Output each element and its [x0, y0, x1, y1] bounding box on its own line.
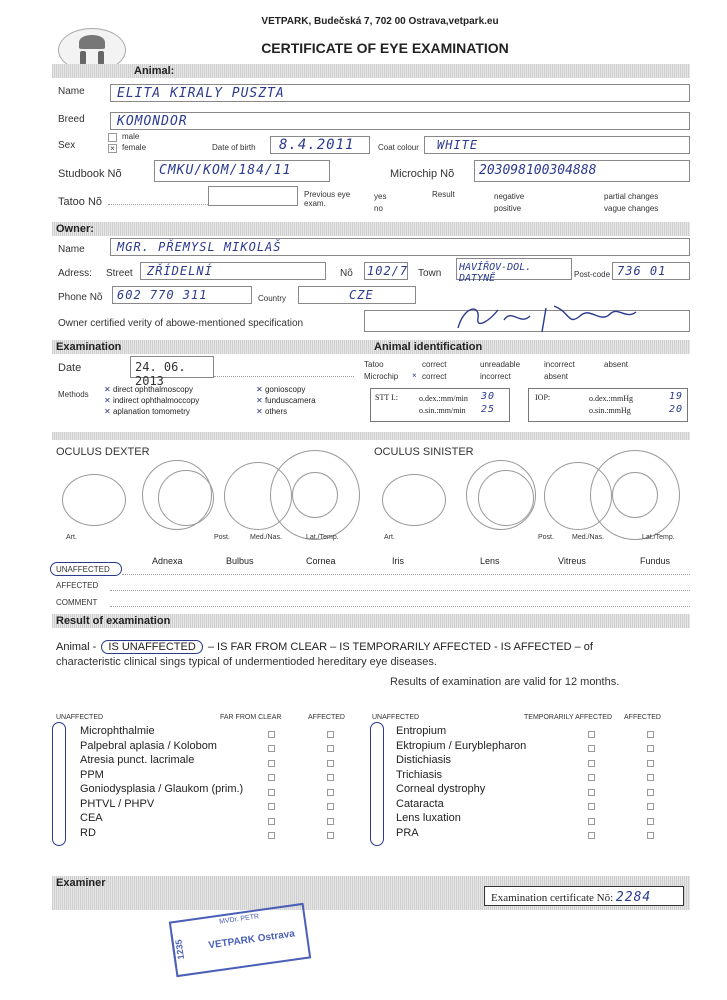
sinister-med-label: Med./Nas.	[572, 534, 604, 541]
disease-item: PPM	[80, 768, 104, 781]
ident-microchip-label: Microchip	[364, 372, 399, 381]
eyes-unaffected-label[interactable]: UNAFFECTED	[56, 565, 110, 574]
oculus-sinister-label: OCULUS SINISTER	[374, 446, 474, 458]
h-affected-left: AFFECTED	[308, 714, 345, 721]
stt-box: STT I.: o.dex.:mm/min o.sin.:mm/min 30 25	[370, 388, 510, 422]
affected-line	[110, 590, 690, 591]
microchip-label: Microchip Nõ	[390, 168, 455, 180]
disease-item: CEA	[80, 812, 103, 824]
dexter-post-label: Post.	[214, 534, 230, 541]
eyes-comment-label: COMMENT	[56, 598, 98, 607]
result-negative[interactable]: negative	[494, 192, 525, 201]
town-label: Town	[418, 268, 442, 279]
sinister-lat-label: Lat./Temp.	[642, 534, 675, 541]
section-owner: Owner:	[52, 222, 690, 236]
disease-item: Atresia punct. lacrimale	[80, 754, 195, 766]
street-label: Street	[106, 268, 133, 279]
sinister-art-label: Art.	[384, 534, 395, 541]
result-positive[interactable]: positive	[494, 204, 522, 213]
disease-item: Entropium	[396, 725, 447, 737]
certificate-number-box[interactable]: Examination certificate Nõ: 2284	[484, 886, 684, 906]
h-unaffected-left: UNAFFECTED	[56, 714, 104, 721]
country-label: Country	[258, 294, 287, 303]
tatoo-absent[interactable]: absent	[604, 360, 629, 369]
section-divider	[52, 432, 690, 440]
coat-label: Coat colour	[378, 143, 419, 152]
stamp-main-text: VETPARK Ostrava	[207, 928, 296, 952]
disease-item: Palpebral aplasia / Kolobom	[80, 739, 217, 752]
prev-exam-label: Previous eye exam.	[304, 190, 351, 208]
male-label: male	[122, 132, 140, 141]
h-far-left: FAR FROM CLEAR	[220, 714, 282, 721]
result-is-unaffected[interactable]: IS UNAFFECTED	[101, 640, 202, 654]
methods-list-2	[256, 384, 316, 417]
sex-label: Sex	[58, 140, 76, 151]
female-checkbox[interactable]: ×	[108, 144, 117, 153]
method-item[interactable]: ✕ gonioscopy	[256, 385, 306, 394]
chip-correct[interactable]: correct	[422, 372, 447, 381]
microchip-field[interactable]: 203098100304888	[474, 160, 690, 182]
comment-line	[110, 606, 690, 607]
owner-name-label: Name	[58, 244, 85, 255]
name-label: Name	[58, 86, 85, 97]
disease-item: Goniodysplasia / Glaukom (prim.)	[80, 783, 244, 795]
stamp-number: 1235	[170, 930, 198, 967]
method-item[interactable]: ✕ funduscamera	[256, 396, 316, 405]
section-examination: Examination Animal identification	[52, 340, 690, 354]
owner-name-field[interactable]: MGR. PŘEMYSL MIKOLAŠ	[110, 238, 690, 256]
clinic-address: VETPARK, Budečská 7, 702 00 Ostrava,vetpark.eu	[261, 16, 499, 27]
female-label: female	[122, 143, 147, 152]
tatoo-line[interactable]	[108, 204, 208, 205]
method-item[interactable]: ✕ indirect ophthalmoccopy	[104, 396, 200, 405]
disease-item: RD	[80, 826, 96, 839]
post-label: Post-code	[574, 270, 611, 279]
dexter-art-label: Art.	[66, 534, 77, 541]
no-field[interactable]: 102/7	[364, 262, 408, 280]
disease-item: PHTVL / PHPV	[80, 797, 155, 810]
stt-sin-value[interactable]: 25	[481, 404, 496, 415]
iop-box: IOP: o.dex.:mmHg o.sin.:mmHg 19 20	[528, 388, 688, 422]
unaffected-bracket-right	[370, 722, 384, 846]
disease-item: Corneal dystrophy	[396, 783, 486, 795]
exam-date-field[interactable]: 24. 06. 2013	[130, 356, 214, 378]
studbook-field[interactable]: CMKU/KOM/184/11	[154, 160, 330, 182]
prev-no[interactable]: no	[374, 204, 383, 213]
disease-item: Distichiasis	[396, 754, 452, 766]
phone-field[interactable]: 602 770 311	[112, 286, 252, 304]
disease-item: Lens luxation	[396, 812, 461, 824]
vet-stamp	[169, 903, 311, 977]
tatoo-unreadable[interactable]: unreadable	[480, 360, 521, 369]
ident-tatoo-label: Tatoo	[364, 360, 384, 369]
result-valid: Results of examination are valid for 12 months.	[390, 676, 620, 688]
methods-list	[104, 384, 199, 417]
methods-label: Methods	[58, 390, 89, 399]
male-checkbox[interactable]	[108, 133, 117, 142]
stt-dex-value[interactable]: 30	[481, 391, 496, 402]
checkbox-grid-left[interactable]	[268, 727, 334, 843]
country-field[interactable]: CZE	[298, 286, 416, 304]
unaffected-bracket-left	[52, 722, 66, 846]
disease-item: Microphthalmie	[80, 725, 155, 737]
tatoo-field[interactable]	[208, 186, 298, 206]
stamp-top-text: MVDr. PETR	[218, 913, 260, 926]
chip-absent[interactable]: absent	[544, 372, 569, 381]
owner-certified-text: Owner certified verity of abowe-mentioned specification	[58, 318, 304, 329]
sinister-post-label: Post.	[538, 534, 554, 541]
prev-yes[interactable]: yes	[374, 192, 387, 201]
section-examiner: Examiner	[52, 876, 690, 910]
adress-label: Adress:	[58, 268, 92, 279]
disease-item: Ektropium / Euryblepharon	[396, 739, 527, 752]
no-label: Nõ	[340, 268, 353, 279]
street-field[interactable]: ZŘÍDELNÍ	[140, 262, 326, 280]
dob-label: Date of birth	[212, 143, 256, 152]
eyes-affected-label[interactable]: AFFECTED	[56, 581, 99, 590]
oculus-dexter-label: OCULUS DEXTER	[56, 446, 150, 458]
result-line2: characteristic clinical sings typical of undermentioded hereditary eye diseases.	[56, 656, 437, 668]
owner-signature	[450, 298, 640, 338]
result-statement: Animal - IS UNAFFECTED – IS FAR FROM CLEAR – IS TEMPORARILY AFFECTED - IS AFFECTED – of	[56, 641, 593, 653]
h-temp-right: TEMPORARILY AFFECTED	[524, 714, 613, 721]
tatoo-correct[interactable]: correct	[422, 360, 447, 369]
result-vague[interactable]: vague changes	[604, 204, 659, 213]
checkbox-grid-right[interactable]	[588, 727, 654, 843]
phone-label: Phone Nõ	[58, 292, 103, 303]
method-item[interactable]: ✕ others	[256, 407, 288, 416]
disease-item: Cataracta	[396, 797, 444, 810]
section-result: Result of examination	[52, 614, 690, 628]
iop-sin-value[interactable]: 20	[669, 404, 684, 415]
certificate-number: 2284	[615, 890, 652, 905]
chip-incorrect[interactable]: incorrect	[480, 372, 511, 381]
tatoo-label: Tatoo Nõ	[58, 196, 103, 208]
disease-item: Trichiasis	[396, 768, 443, 781]
coat-field[interactable]: WHITE	[424, 136, 690, 154]
date-line	[214, 376, 354, 377]
iop-dex-value[interactable]: 19	[669, 391, 684, 402]
tatoo-incorrect[interactable]: incorrect	[544, 360, 575, 369]
chip-correct-check: ×	[412, 371, 417, 380]
method-item[interactable]: ✕ aplanation tomometry	[104, 407, 190, 416]
disease-list-right	[396, 724, 526, 840]
unaffected-line	[122, 574, 690, 575]
post-field[interactable]: 736 01	[612, 262, 690, 280]
result-label: Result	[432, 190, 455, 199]
breed-field[interactable]: KOMONDOR	[110, 112, 690, 130]
animal-name-field[interactable]: ELITA KIRALY PUSZTA	[110, 84, 690, 102]
dexter-lat-label: Lat./Temp.	[306, 534, 339, 541]
dexter-med-label: Med./Nas.	[250, 534, 282, 541]
page-title: CERTIFICATE OF EYE EXAMINATION	[261, 40, 509, 56]
section-animal: Animal:	[52, 64, 690, 78]
date-label: Date	[58, 362, 82, 374]
town-field[interactable]: HAVÍŘOV-DOL. DATYNĚ	[456, 258, 572, 280]
breed-label: Breed	[58, 114, 85, 125]
disease-item: PRA	[396, 826, 419, 839]
method-item[interactable]: ✕ direct ophthalmoscopy	[104, 385, 193, 394]
section-identification: Animal identification	[374, 341, 483, 353]
result-partial[interactable]: partial changes	[604, 192, 659, 201]
disease-list-left	[80, 724, 243, 840]
studbook-label: Studbook Nõ	[58, 168, 122, 180]
dob-field[interactable]: 8.4.2011	[270, 136, 370, 154]
h-affected-right: AFFECTED	[624, 714, 661, 721]
h-unaffected-right: UNAFFECTED	[372, 714, 420, 721]
